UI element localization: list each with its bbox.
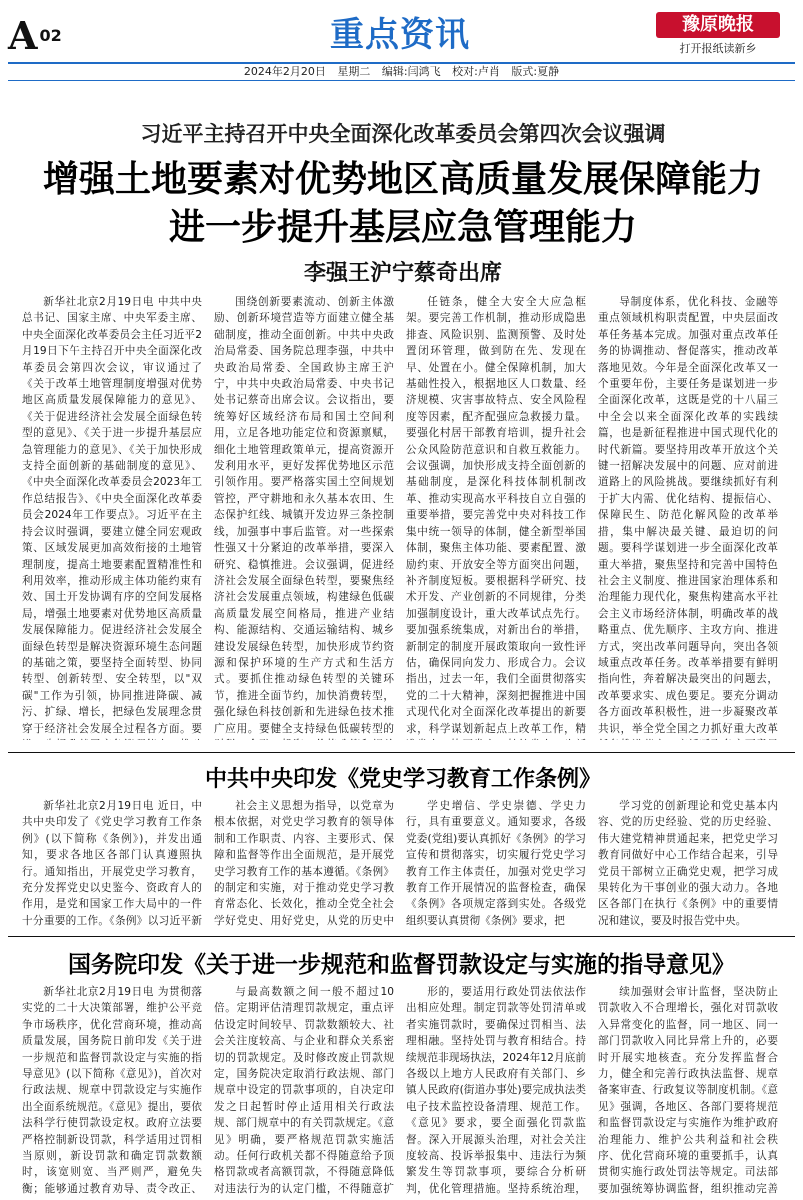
story3-column-3 [406, 984, 586, 1196]
story1-column-4 [598, 294, 778, 740]
story1-column-1 [22, 294, 202, 740]
masthead-slogan: 打开报纸读新乡 [679, 42, 757, 55]
story3-column-2-text: 与最高数额之间一般不超过10倍。定期评估清理罚款规定，重点评估设定时间较早、罚款数额较大、社会关注度较高、与企业和群众关系密切的罚款规定。及时修改废止罚款规定，国务院决定取消行政法规、部门规章中设定的罚款事项的，自决定印发之日起暂时停止适用相关行政法规、部门规章中的有关罚款规定。《意见》明确，要严格规范罚款实施活动。任何行政机关都不得随意给予顶格罚款或者高额罚款，不得随意降低对违法行为的认定门槛，不得随意扩 [214, 986, 394, 1195]
page-letter: A [8, 13, 38, 58]
dateline-weekday: 星期二 [337, 65, 371, 78]
story2-column-2 [214, 798, 394, 928]
story1-column-3 [406, 294, 586, 740]
story3-column-1 [22, 984, 202, 1196]
story3-column-1-text: 新华社北京2月19日电 为贯彻落实党的二十大决策部署，维护公平竞争市场秩序，优化营商环境，推动高质量发展，国务院日前印发《关于进一步规范和监督罚款设定与实施的指导意见》(以下简称《意见》)，首次对行政法规、规章中罚款设定与实施作出全面系统规范。《意见》提出，要依法科学行使罚款设定权。政府立法要严格控制新设罚款，科学适用过罚相当原则，新设罚款和确定罚款数额时，该宽则宽、当严则严，避免失衡；能够通过教育劝导、责令改正、 [22, 986, 202, 1195]
page-number [8, 14, 100, 58]
header-rule-2 [8, 80, 795, 81]
page-digits: 02 [39, 26, 62, 45]
story2-column-1-text: 新华社北京2月19日电 近日，中共中央印发了《党史学习教育工作条例》(以下简称《条例》)，并发出通知，要求各地区各部门认真遵照执行。通知指出，开展党史学习教育，充分发挥党史以史鉴今、资政育人的作用，是党和国家工作大局中的一件十分重要的工作。《条例》以习近平新 [22, 800, 202, 927]
story3-column-3-text: 形的，要适用行政处罚法依法作出相应处理。制定罚款等处罚清单或者实施罚款时，要确保过罚相当、法理相融。坚持处罚与教育相结合。持续规范非现场执法，2024年12月底前各级以上地方人民政府有关部门、乡镇人民政府(街道办事处)要完成执法类电子技术监控设备清理、规范工作。《意见》要求，要全面强化罚款监督。深入开展源头治理，对社会关注度较高、投诉举报集中、违法行为频繁发生等罚款事项，要综合分析研判，优化管理措施。坚持系统治理， [406, 986, 586, 1195]
story3-headline: 国务院印发《关于进一步规范和监督罚款设定与实施的指导意见》 [68, 952, 735, 978]
story1-headline-line1: 增强土地要素对优势地区高质量发展保障能力 [42, 159, 763, 200]
story2-column-3 [406, 798, 586, 928]
story1-subhead: 李强王沪宁蔡奇出席 [303, 260, 502, 286]
story1-headline-line2: 进一步提升基层应急管理能力 [168, 207, 637, 248]
story2-headline: 中共中央印发《党史学习教育工作条例》 [204, 767, 601, 792]
story2-column-4-text: 学习党的创新理论和党史基本内容、党的历史经验、党的历史经验、伟大建党精神贯通起来，把党史学习教育同做好中心工作结合起来，引导党员干部树立正确党史观，把学习成果转化为干事创业的强大动力。各地区各部门在执行《条例》中的重要情况和建议，要及时报告党中央。 [598, 800, 778, 927]
story1-column-3-text: 任链条，健全大安全大应急框架。要完善工作机制，推动形成隐患排查、风险识别、监测预警、及时处置闭环管理，做到防在先、发现在早、处置在小。健全保障机制，加大基础性投入，根据地区人口数量、经济规模、灾害事故特点、安全风险程度等因素，配齐配强应急救援力量。要强化村居干部教育培训，提升社会公众风险防范意识和自救互救能力。会议强调，加快形成支持全面创新的基础制度，是深化科技体制机制改革、推动实现高水平科技自立自强的重要举措，要完善党中央对科技工作集中统一领导的体制，健全新型举国体制，聚焦主体功能、要素配置、激励约束、开放安全等方面突出问题，补齐制度短板。要根据科学研究、技术开发、产业创新的不同规律，分类加强制度设计，重大改革试点先行。要加强系统集成，对新出台的举措，新制定的制度开展政策取向一致性评估，确保同向发力、形成合力。会议指出，过去一年，我们全面贯彻落实党的二十大精神，深刻把握推进中国式现代化对全面深化改革提出的新要求，科学谋划新起点上改革工作，精 [406, 296, 586, 735]
story2-column-1 [22, 798, 202, 928]
dateline-layout: 版式:夏静 [511, 65, 560, 78]
story3-column-4 [598, 984, 778, 1196]
dateline-editor: 编辑:闫鸿飞 [381, 65, 441, 78]
section-title: 重点资讯 [330, 15, 470, 55]
story1-kicker: 习近平主持召开中央全面深化改革委员会第四次会议强调 [140, 121, 666, 146]
story-divider-1 [8, 752, 795, 753]
masthead [650, 12, 790, 58]
story2-column-3-text: 学史增信、学史崇德、学史力行，具有重要意义。通知要求，各级党委(党组)要认真抓好《条例》的学习宣传和贯彻落实，切实履行党史学习教育工作主体责任，加强对党史学习教育工作开展情况的监督检查，确保《条例》各项规定落到实处。各级党组织要认真贯彻《条例》要求，把 [406, 800, 586, 927]
dateline-proofreader: 校对:卢肖 [452, 65, 500, 78]
story1-column-2-text: 围绕创新要素流动、创新主体激励、创新环境营造等方面建立健全基础制度，推动全面创新。中共中央政治局常委、国务院总理李强，中共中央政治局常委、全国政协主席王沪宁，中共中央政治局常委、中央书记处书记蔡奇出席会议。会议指出，要统筹好区域经济布局和国土空间利用，立足各地功能定位和资源禀赋，细化土地管理政策单元，提高资源开发利用水平，更好发挥优势地区示范引领作用。要严格落实国土空间规划管控，严守耕地和永久基本农田、生态保护红线、城镇开发边界三条控制线，加强事中事后监管。对一些探索性强又十分紧迫的改革举措，要深入研究、稳慎推进。会议强调，促进经济社会发展全面绿色转型，要聚焦经济社会发展重点领域，构建绿色低碳高质量发展空间格局，推进产业结构、能源结构、交通运输结构、城乡建设发展绿色转型，加快形成节约资源和保护环境的生产方式和生活方式。要抓住推动绿色转型的关键环节，推进全面节约，加快消费转型，强化绿色科技创新和先进绿色技术推广应用。要健全支持绿色低碳转型的 [214, 296, 394, 735]
story1-column-2 [214, 294, 394, 740]
story3-column-4-text: 续加强财会审计监督，坚决防止罚款收入不合理增长，强化对罚款收入异常变化的监督，同一地区、同一部门罚款收入同比异常上升的，必要时开展实地核查。充分发挥监督合力，健全和完善行政执法监督、规章备案审查、行政复议等制度机制。《意见》强调，各地区、各部门要将规范和监督罚款设定与实施作为维护政府治理能力、维护公共利益和社会秩序、优化营商环境的重要抓手，认真贯彻实施行政处罚法等规定。司法部要加强统筹协调监督，组织推动完善 [598, 986, 778, 1195]
dateline [8, 64, 795, 80]
story-divider-2 [8, 936, 795, 937]
story1-column-1-text: 新华社北京2月19日电 中共中央总书记、国家主席、中央军委主席、中央全面深化改革委员会主任习近平2月19日下午主持召开中央全面深化改革委员会第四次会议，审议通过了《关于改革土地管理制度增强对优势地区高质量发展保障能力的意见》、《关于促进经济社会发展全面绿色转型的意见》、《关于进一步提升基层应急管理能力的意见》、《关于加快形成支持全面创新的基础制度的意见》、《中央全面深化改革委员会2023年工作总结报告》、《中央全面深化改革委员会2024年工作要点》。习近平在主持会议时强调，要建立健全同宏观政策、区域发展更加高效衔接的土地管理制度，提高土地要素配置精准性和利用效率，推动形成主体功能约束有效、国土开发协调有序的空间发展格局，增强土地要素对优势地区高质量发展保障能力。促进经济社会发展全面绿色转型是解决资源环境生态问题的基础之策，要坚持全面转型、协同转型、创新转型、安全转型，以"双碳"工作为引领，协同推进降碳、减污、扩绿、增长，把绿色发展理念贯穿于经济社会发展全过程各方面。要 [22, 296, 202, 735]
dateline-date: 2024年2月20日 [243, 65, 326, 78]
story2-column-2-text: 社会主义思想为指导，以党章为根本依据，对党史学习教育的领导体制和工作职责、内容、主要形式、保障和监督等作出全面规范，是开展党史学习教育工作的基本遵循。《条例》的制定和实施，对于推动党史学习教育常态化、长效化，推动全党全社会学好党史、用好党史，从党的历史中 [214, 800, 394, 927]
masthead-logo: 豫原晚报 [656, 12, 780, 38]
story1-headline [28, 156, 778, 252]
story3-column-2 [214, 984, 394, 1196]
story2-column-4 [598, 798, 778, 928]
story1-column-4-text: 导制度体系，优化科技、金融等重点领域机构职责配置，中央层面改革任务基本完成。加强对重点改革任务的协调推动、督促落实，推动改革落地见效。今年是全面深化改革又一个重要年份，主要任务是谋划进一步全面深化改革，这既是党的十八届三中全会以来全面深化改革的实践续篇，也是新征程推进中国式现代化的时代新篇。要坚持用改革开放这个关键一招解决发展中的问题、应对前进道路上的风险挑战。要继续抓好有利于扩大内需、优化结构、提振信心、保障民生、防范化解风险的改革举措，集中解决最关键、最迫切的问题。要科学谋划进一步全面深化改革重大举措，聚焦坚持和完善中国特色社会主义制度、推进国家治理体系和治理能力现代化，聚焦构建高水平社会主义市场经济体制，明确改革的战略重点、优先顺序、主攻方向、推进方式，突出改革问题导向，突出各领域重点改革任务。改革举措要有鲜明指向性，奔着解决最突出的问题去，改革要求实、成色要足。要充分调动各方面改革积极性，进一步凝聚改革共识，举全党全国之力抓好重大改革 [598, 296, 778, 735]
